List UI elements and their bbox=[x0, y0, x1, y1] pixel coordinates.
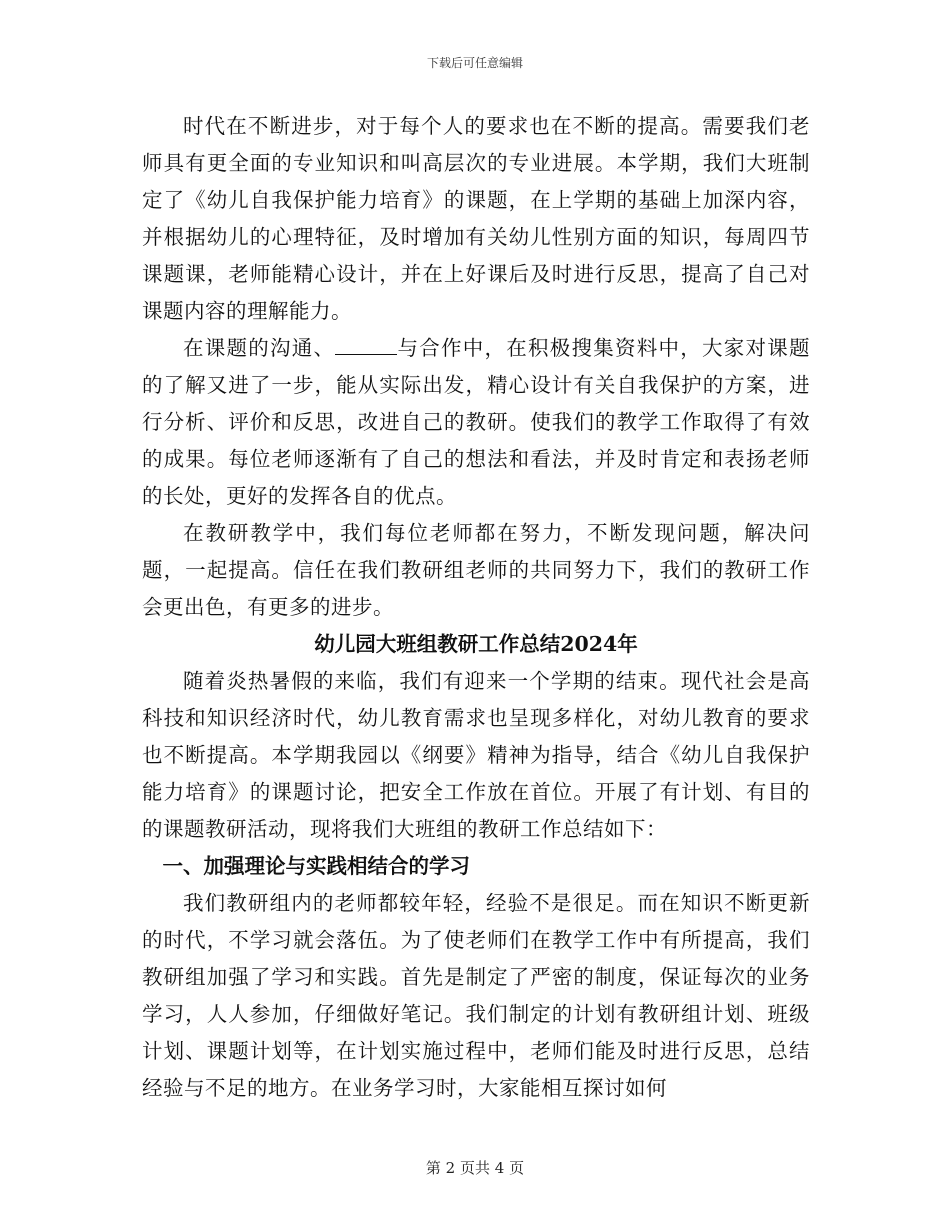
paragraph-2-start: 在课题的沟通、 bbox=[183, 336, 336, 360]
page-number-footer: 第 2 页共 4 页 bbox=[425, 1159, 525, 1177]
paragraph-2-rest: 与合作中，在积极搜集资料中，大家对课题的了解又进了一步，能从实际出发，精心设计有关自我保护的方案，进行分析、评价和反思，改进自己的教研。使我们的教学工作取得了有效的成果。每位老师逐渐有了自己的想法和看法，并及时肯定和表扬老师的长处，更好的发挥各自的优点。 bbox=[142, 336, 810, 508]
paragraph-3: 在教研教学中，我们每位老师都在努力，不断发现问题，解决问题，一起提高。信任在我们教研组老师的共同努力下，我们的教研工作会更出色，有更多的进步。 bbox=[142, 521, 810, 619]
subheading-1: 一、加强理论与实践相结合的学习 bbox=[162, 854, 470, 878]
section-title: 幼儿园大班组教研工作总结2024年 bbox=[314, 632, 638, 656]
paragraph-4: 随着炎热暑假的来临，我们有迎来一个学期的结束。现代社会是高科技和知识经济时代，幼儿教育需求也呈现多样化，对幼儿教育的要求也不断提高。本学期我园以《纲要》精神为指导，结合《幼儿自我保护能力培育》的课题讨论，把安全工作放在首位。开展了有计划、有目的的课题教研活动，现将我们大班组的教研工作总结如下： bbox=[142, 669, 810, 841]
document-body bbox=[142, 108, 810, 1107]
page-header: 下载后可任意编辑 bbox=[426, 56, 523, 70]
paragraph-1: 时代在不断进步，对于每个人的要求也在不断的提高。需要我们老师具有更全面的专业知识和叫高层次的专业进展。本学期，我们大班制定了《幼儿自我保护能力培育》的课题，在上学期的基础上加深内容，并根据幼儿的心理特征，及时增加有关幼儿性别方面的知识，每周四节课题课，老师能精心设计，并在上好课后及时进行反思，提高了自己对课题内容的理解能力。 bbox=[142, 114, 810, 323]
paragraph-5: 我们教研组内的老师都较年轻，经验不是很足。而在知识不断更新的时代，不学习就会落伍。为了使老师们在教学工作中有所提高，我们教研组加强了学习和实践。首先是制定了严密的制度，保证每次的业务学习，人人参加，仔细做好笔记。我们制定的计划有教研组计划、班级计划、课题计划等，在计划实施过程中，老师们能及时进行反思，总结经验与不足的地方。在业务学习时，大家能相互探讨如何 bbox=[142, 891, 810, 1100]
blank-underline bbox=[335, 336, 397, 355]
paragraph-2 bbox=[142, 330, 810, 515]
